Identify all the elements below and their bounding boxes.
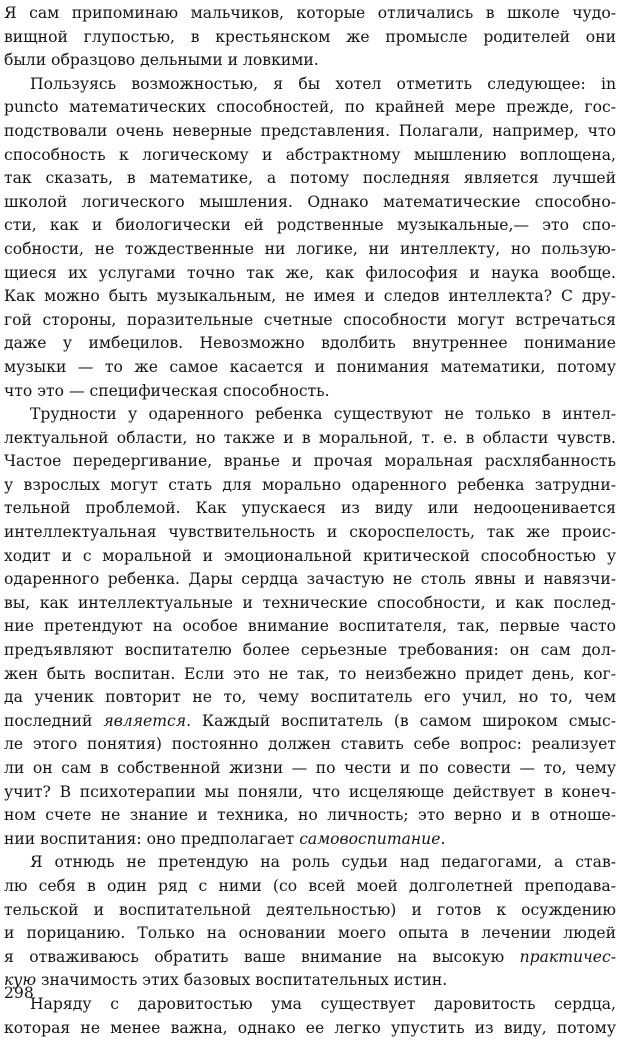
text-line: у взрослых могут стать для морально одаренного ребенка затрудни- bbox=[4, 475, 616, 494]
text-line: ние претендуют на особое внимание воспитателя, так, первые часто bbox=[4, 617, 616, 636]
text-line: щиеся их услугами точно так же, как философия и наука вообще. bbox=[4, 263, 616, 282]
text-line: Я отнюдь не претендую на роль судьи над педагогами, а став- bbox=[30, 853, 616, 872]
text-line: даже у имбецилов. Невозможно вдолбить внутреннее понимание bbox=[4, 334, 616, 353]
text-line: Как можно быть музыкальным, не имея и следов интеллекта? С дру- bbox=[4, 287, 616, 306]
text-line: тельской и воспитательной деятельностью) и готов к осуждению bbox=[4, 900, 616, 919]
text-line: я отваживаюсь обратить ваше внимание на высокую практичес- bbox=[4, 947, 616, 966]
text-line: так сказать, в математике, а потому последняя является лучшей bbox=[4, 169, 616, 188]
text-line: нии воспитания: оно предполагает самовоспитание. bbox=[4, 829, 446, 848]
text-line: Пользуясь возможностью, я бы хотел отметить следующее: in bbox=[30, 74, 616, 93]
text-line: сти, как и биологически ей родственные музыкальные,— это спо- bbox=[4, 216, 616, 235]
text-line: лю себя в один ряд с ними (со всей моей долголетней преподава- bbox=[4, 876, 616, 895]
text-line: собности, не тождественные ни логике, ни интеллекту, но пользую- bbox=[4, 239, 616, 258]
text-line: ходит и с моральной и эмоциональной критической способностью у bbox=[4, 546, 616, 565]
text-line: тельной проблемой. Как упускаеся из виду или недооценивается bbox=[4, 499, 616, 518]
text-line: лектуальной области, но также и в моральной, т. е. в области чувств. bbox=[4, 428, 616, 447]
text-line: музыки — то же самое касается и понимания математики, потому bbox=[4, 357, 616, 376]
text-line: Наряду с даровитостью ума существует даровитость сердца, bbox=[30, 994, 616, 1013]
text-line: интеллектуальная чувствительность и скороспелость, так же проис- bbox=[4, 523, 616, 542]
text-line: предъявляют воспитателю более серьезные требования: он сам дол- bbox=[4, 641, 616, 660]
text-line: Частое передергивание, вранье и прочая моральная расхлябанность bbox=[4, 452, 616, 471]
text-line: ли он сам в собственной жизни — по чести и по совести — то, чему bbox=[4, 759, 616, 777]
text-line: Трудности у одаренного ребенка существуют не только в интел- bbox=[30, 405, 616, 424]
text-line: которая не менее важна, однако ее легко упустить из виду, потому bbox=[4, 1018, 616, 1037]
text-line: подствовали очень неверные представления. Полагали, например, что bbox=[4, 121, 616, 140]
text-line: жен быть воспитан. Если это не так, то неизбежно придет день, ког- bbox=[4, 664, 616, 683]
page-text bbox=[4, 2, 616, 1040]
text-line: вищной глупостью, в крестьянском же промысле родителей они bbox=[4, 27, 616, 46]
text-line: puncto математических способностей, по крайней мере прежде, гос- bbox=[4, 98, 616, 117]
text-line: школой логического мышления. Однако математические способно- bbox=[4, 192, 616, 211]
text-line: последний является. Каждый воспитатель (в самом широком смыс- bbox=[4, 711, 616, 730]
text-line: Я сам припоминаю мальчиков, которые отличались в школе чудо- bbox=[4, 4, 616, 22]
text-line: ле этого понятия) постоянно должен ставить себе вопрос: реализует bbox=[4, 735, 616, 754]
text-line: учит? В психотерапии мы поняли, что исцеляюще действует в конеч- bbox=[4, 782, 616, 801]
text-line: вы, как интеллектуальные и технические способности, и как послед- bbox=[4, 593, 616, 612]
text-line: одаренного ребенка. Дары сердца зачастую не столь явны и навязчи- bbox=[4, 570, 616, 589]
text-line: способность к логическому и абстрактному мышлению воплощена, bbox=[4, 145, 616, 164]
text-line: что это — специфическая способность. bbox=[4, 381, 330, 400]
page-number: 298 bbox=[4, 984, 34, 1002]
text-line: и порицанию. Только на основании моего опыта в лечении людей bbox=[4, 924, 616, 943]
text-line: да ученик повторит не то, чему воспитатель его учил, но то, чем bbox=[4, 688, 616, 707]
text-line: кую значимость этих базовых воспитательных истин. bbox=[4, 971, 448, 990]
text-line: ном счете не знание и техника, но личность; это верно и в отноше- bbox=[4, 806, 616, 825]
text-line: гой стороны, поразительные счетные способности могут встречаться bbox=[4, 310, 616, 329]
text-line: были образцово дельными и ловкими. bbox=[4, 51, 319, 70]
